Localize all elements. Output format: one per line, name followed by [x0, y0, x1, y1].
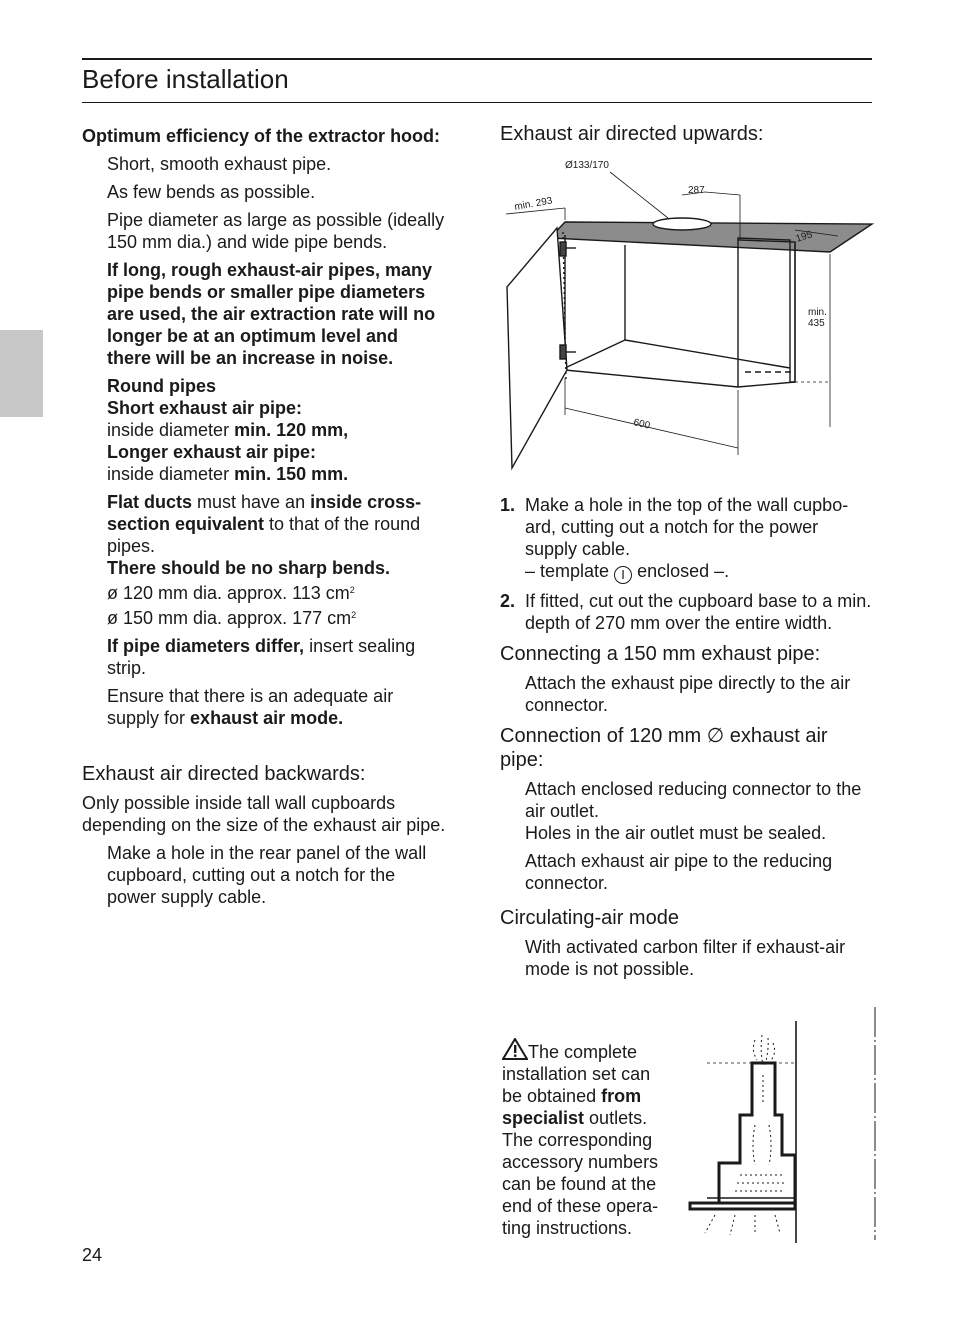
- upwards-diagram: [490, 150, 880, 480]
- step-number: 2.: [500, 591, 516, 611]
- longer-pipe-label: Longer exhaust air pipe:: [107, 442, 317, 462]
- warning-icon: [502, 1038, 528, 1060]
- template-icon: I: [614, 566, 632, 584]
- backwards-intro: Only possible inside tall wall cupboards depending on the size of the exhaust air pipe.: [82, 793, 446, 835]
- efficiency-heading: Optimum efficiency of the extractor hood:: [82, 126, 441, 146]
- dim-min435-label: min.: [808, 307, 827, 318]
- flat-ducts-block: [107, 491, 447, 629]
- step-1-text: Make a hole in the top of the wall cupbo-ard, cutting out a notch for the power supply cable.: [525, 495, 849, 559]
- square-superscript: 2: [351, 610, 357, 620]
- upwards-heading: Exhaust air directed upwards:: [500, 123, 764, 145]
- step-1: [500, 494, 872, 584]
- flat-ducts-text: must have an: [192, 492, 311, 512]
- square-superscript: 2: [349, 585, 355, 595]
- pipe-differ-note: [107, 635, 447, 679]
- exhaust-mode-label: exhaust air mode.: [190, 708, 344, 728]
- section-tab: [0, 330, 43, 417]
- conn150-heading: Connecting a 150 mm exhaust pipe:: [500, 643, 821, 665]
- conn120-text: Attach exhaust air pipe to the reducing connector.: [525, 851, 833, 893]
- page-title: Before installation: [82, 64, 289, 94]
- dia-150-area: ø 150 mm dia. approx. 177 cm: [107, 608, 352, 628]
- note-text-a: The complete installation set can be obtained: [502, 1042, 651, 1106]
- note-text: [502, 1038, 674, 1239]
- step-text: [525, 494, 872, 584]
- short-pipe-label: Short exhaust air pipe:: [107, 398, 303, 418]
- note-text-b: outlets. The corresponding accessory numbers can be found at the end of these opera-ting instructions.: [502, 1108, 659, 1238]
- dim-600: 600: [632, 417, 652, 432]
- flat-ducts-label: Flat ducts: [107, 492, 193, 512]
- pipe-differ-text: insert sealing strip.: [107, 636, 416, 678]
- efficiency-item: Short, smooth exhaust pipe.: [107, 154, 332, 174]
- right-column: [500, 494, 872, 980]
- conn120-heading: Connection of 120 mm ∅ exhaust air pipe:: [500, 725, 828, 771]
- dim-min293: min. 293: [513, 195, 554, 213]
- step-2-text: If fitted, cut out the cupboard base to a min. depth of 270 mm over the entire width.: [525, 591, 872, 633]
- circulating-text: With activated carbon filter if exhaust-air mode is not possible.: [525, 937, 846, 979]
- page-number: 24: [82, 1245, 103, 1265]
- left-column: [82, 125, 447, 908]
- dim-287: 287: [688, 185, 705, 196]
- air-supply-note: [107, 685, 447, 729]
- efficiency-item: Pipe diameter as large as possible (ideally 150 mm dia.) and wide pipe bends.: [107, 210, 445, 252]
- min-120-value: min. 120 mm,: [234, 420, 349, 440]
- backwards-heading: Exhaust air directed backwards:: [82, 763, 366, 785]
- dia-120-area: ø 120 mm dia. approx. 113 cm: [107, 583, 350, 603]
- template-text: – template: [525, 561, 615, 581]
- flat-ducts-text: to that of the round pipes.: [107, 514, 421, 556]
- conn120-text: Attach enclosed reducing connector to the air outlet.: [525, 779, 862, 821]
- min-150-value: min. 150 mm.: [234, 464, 349, 484]
- title-rule: [82, 102, 872, 103]
- step-number: 1.: [500, 495, 516, 515]
- step-2: [500, 590, 872, 634]
- air-supply-text: Ensure that there is an adequate air supply for: [107, 686, 394, 728]
- round-pipes-label: Round pipes: [107, 376, 216, 396]
- inside-cross-label: inside cross-section equivalent: [107, 492, 422, 534]
- conn150-text: Attach the exhaust pipe directly to the air connector.: [525, 673, 851, 715]
- note-bold: from specialist: [502, 1086, 642, 1128]
- round-pipes-block: [107, 375, 447, 485]
- efficiency-item: As few bends as possible.: [107, 182, 316, 202]
- diameter-label: Ø133/170: [565, 160, 609, 171]
- top-rule: [82, 58, 872, 60]
- dim-195: 195: [794, 229, 814, 245]
- noise-warning: If long, rough exhaust-air pipes, many pipe bends or smaller pipe diameters are used, the air extraction rate will no longer be at an optimum level and there will be an increase in noise.: [107, 260, 436, 368]
- circulating-air-diagram: [685, 1005, 880, 1245]
- inside-diameter-label: inside diameter: [107, 464, 235, 484]
- backwards-step: Make a hole in the rear panel of the wall cupboard, cutting out a notch for the power supply cable.: [107, 843, 427, 907]
- conn120-text: Holes in the air outlet must be sealed.: [525, 823, 827, 843]
- no-sharp-bends: There should be no sharp bends.: [107, 558, 391, 578]
- dim-min435-value: 435: [808, 318, 825, 329]
- template-text: enclosed –.: [632, 561, 730, 581]
- note-block: [502, 1038, 674, 1239]
- pipe-differ-label: If pipe diameters differ,: [107, 636, 305, 656]
- circulating-heading: Circulating-air mode: [500, 907, 679, 929]
- inside-diameter-label: inside diameter: [107, 420, 235, 440]
